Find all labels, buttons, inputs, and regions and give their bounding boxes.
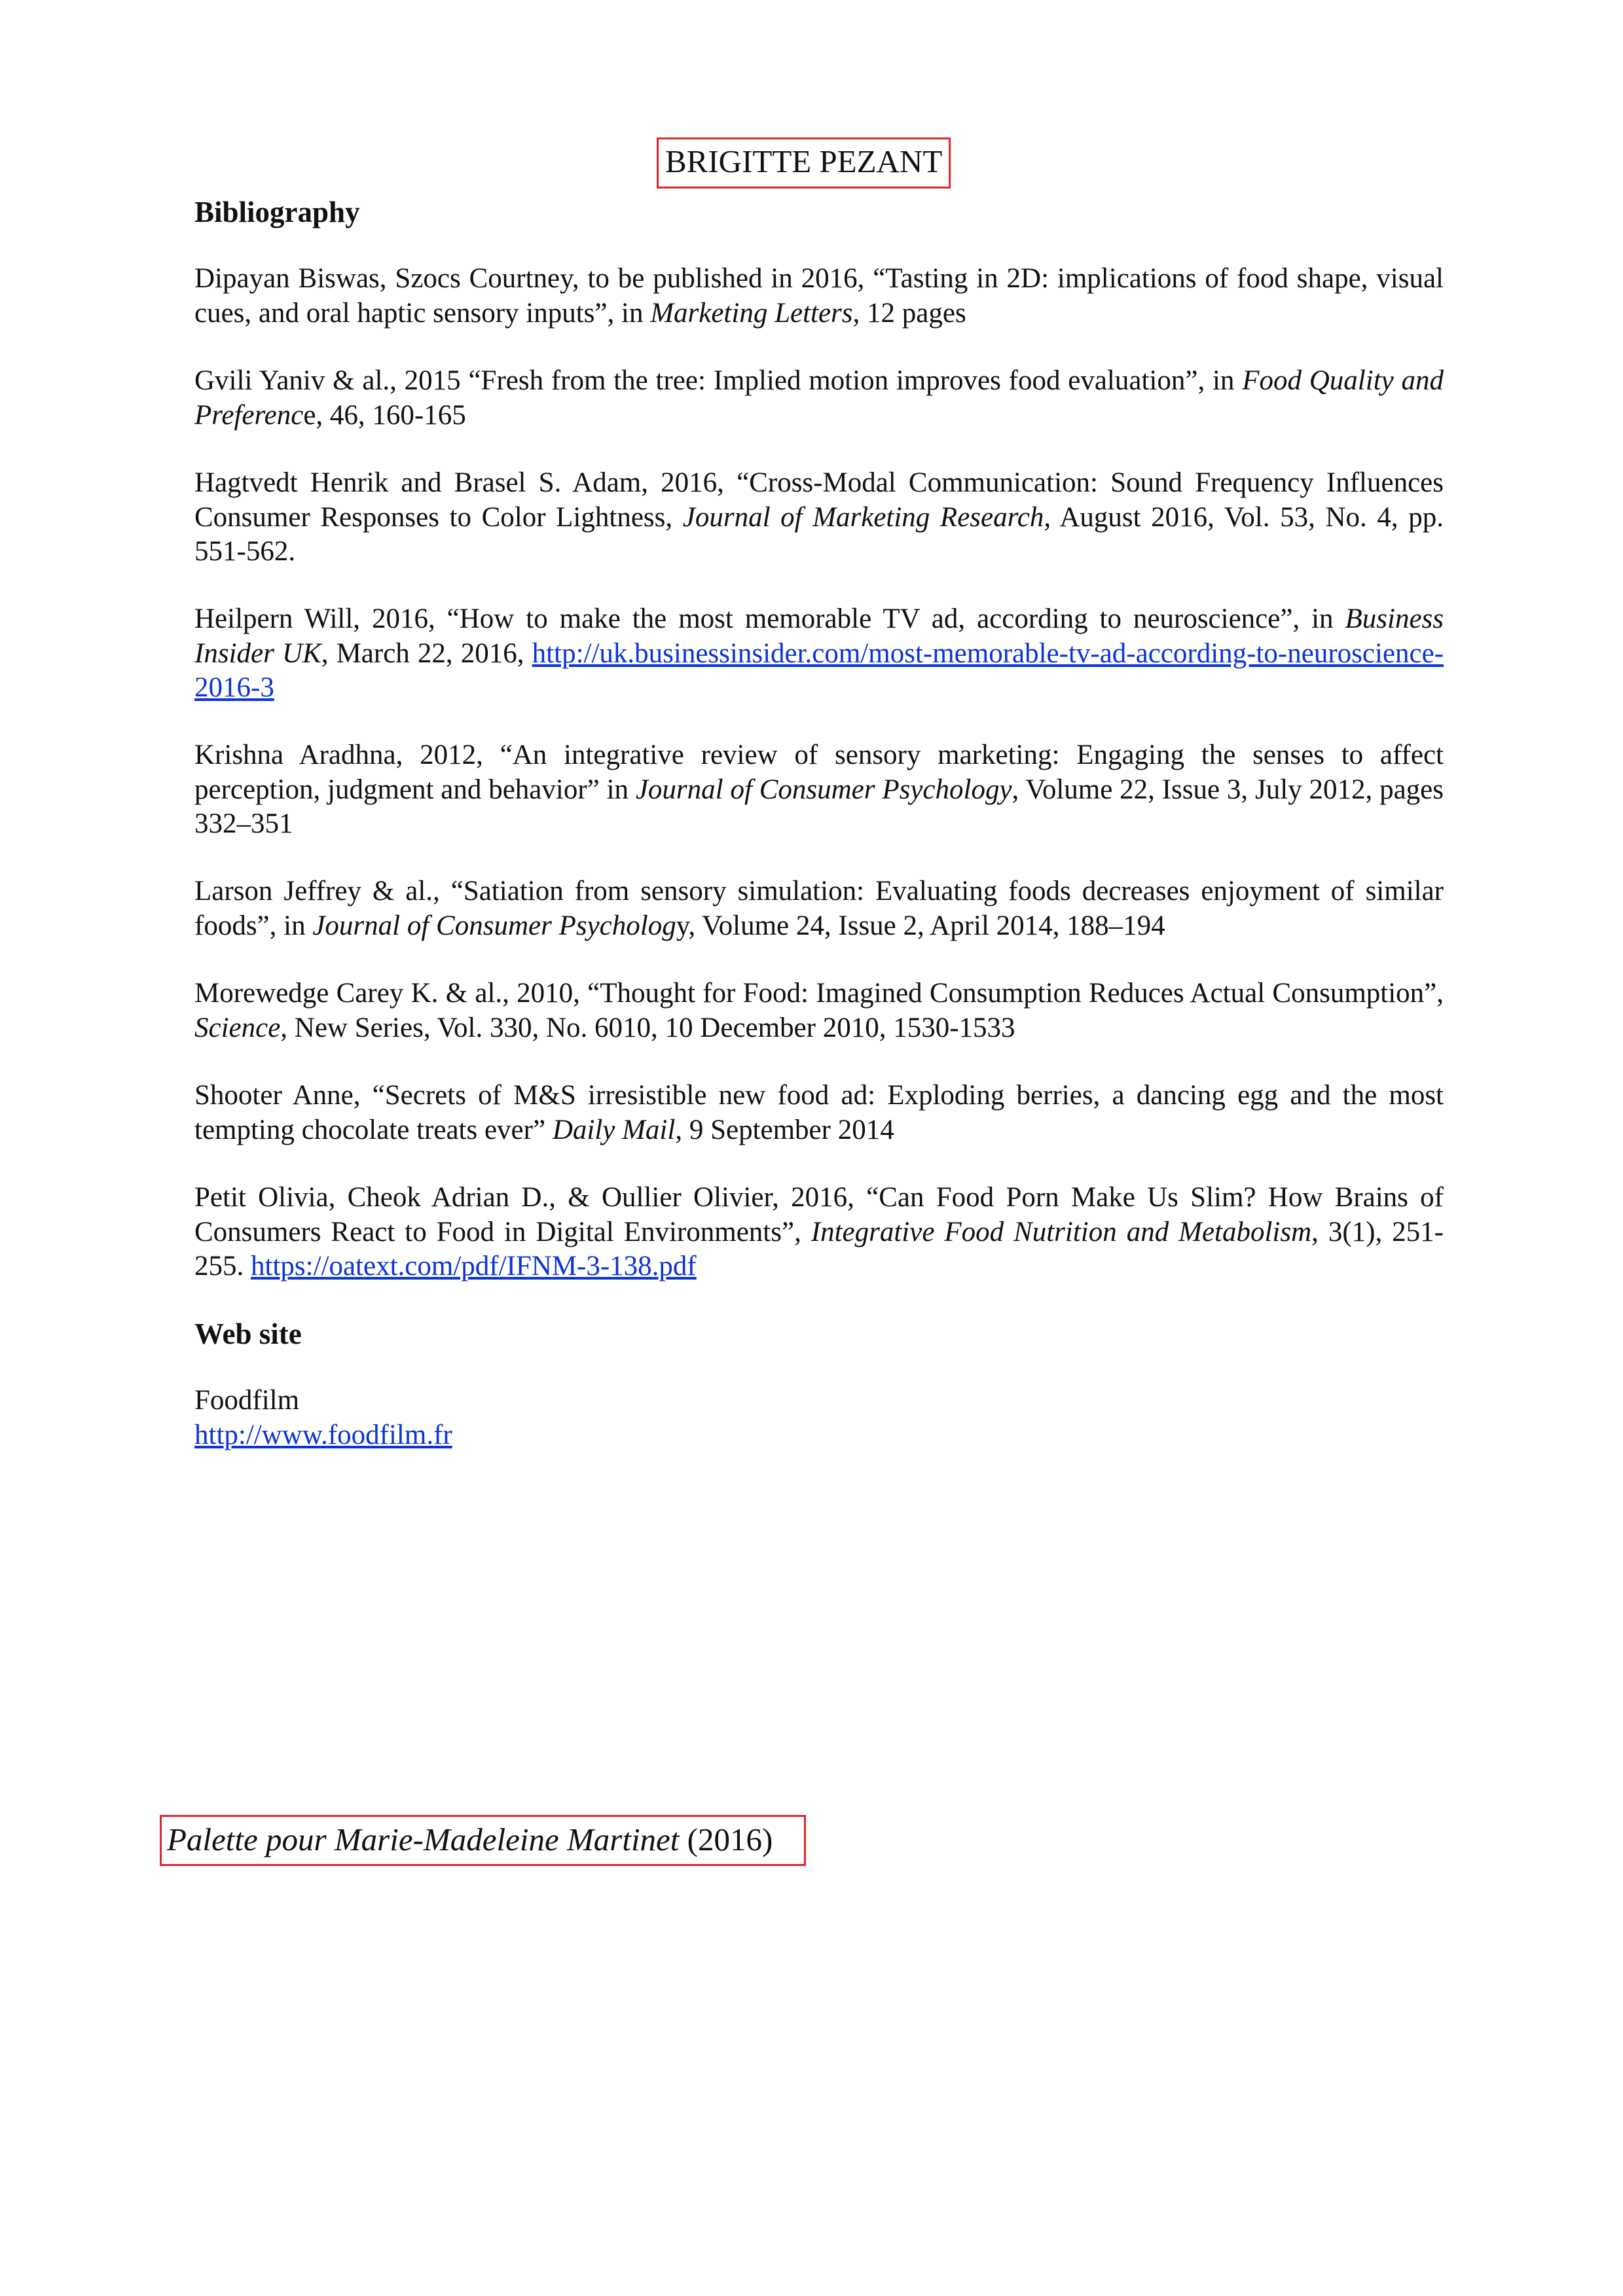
author-name: BRIGITTE PEZANT xyxy=(665,143,943,179)
website-heading: Web site xyxy=(194,1318,302,1350)
bibliography-entry-7: Morewedge Carey K. & al., 2010, “Thought for Food: Imagined Consumption Reduces Actual Consumption”, Science, New Series, Vol. 330, No. 6010, 10 December 2010, 1530-1533 xyxy=(194,978,1444,1043)
bibliography-entry-8: Shooter Anne, “Secrets of M&S irresistible new food ad: Exploding berries, a dancing egg and the most tempting chocolate treats ever” Daily Mail, 9 September 2014 xyxy=(194,1080,1444,1145)
caption-year: (2016) xyxy=(687,1821,773,1857)
bibliography-entry-4: Heilpern Will, 2016, “How to make the most memorable TV ad, according to neuroscience”, in Business Insider UK, March 22, 2016, http://uk.businessinsider.com/most-memorable-tv-ad-according-to-neuroscience-2016-3 xyxy=(194,603,1444,703)
journal-title: Journal of Consumer Psycholog xyxy=(312,910,676,941)
bibliography-entry-2: Gvili Yaniv & al., 2015 “Fresh from the tree: Implied motion improves food evaluation”, in Food Quality and Preference, 46, 160-165 xyxy=(194,365,1444,431)
journal-title: Daily Mail xyxy=(552,1114,676,1145)
caption-title: Palette pour Marie-Madeleine Martinet xyxy=(167,1821,680,1857)
journal-title: Integrative Food Nutrition and Metabolism xyxy=(811,1216,1312,1247)
bibliography-entry-1: Dipayan Biswas, Szocs Courtney, to be published in 2016, “Tasting in 2D: implications of food shape, visual cues, and oral haptic sensory inputs”, in Marketing Letters, 12 pages xyxy=(194,263,1444,329)
author-name-box xyxy=(657,137,951,188)
journal-title: Science xyxy=(194,1012,281,1043)
caption-box xyxy=(160,1815,806,1866)
journal-title: Journal of Marketing Research xyxy=(682,501,1044,533)
website-name: Foodfilm xyxy=(194,1385,300,1416)
journal-title: Food Quality and Preferenc xyxy=(194,365,1444,431)
bibliography-entry-3: Hagtvedt Henrik and Brasel S. Adam, 2016, “Cross-Modal Communication: Sound Frequency Influences Consumer Responses to Color Lightness, Journal of Marketing Research, August 2016, Vol. 53, No. 4, pp. 551-562. xyxy=(194,467,1444,567)
bibliography-heading: Bibliography xyxy=(194,196,360,228)
business-insider-link[interactable]: http://uk.businessinsider.com/most-memorable-tv-ad-according-to-neuroscience-2016-3 xyxy=(194,637,1444,703)
bibliography-entry-6: Larson Jeffrey & al., “Satiation from sensory simulation: Evaluating foods decreases enjoyment of similar foods”, in Journal of Consumer Psychology, Volume 24, Issue 2, April 2014, 188–194 xyxy=(194,876,1444,941)
journal-title: Business Insider UK xyxy=(194,603,1444,669)
journal-title: Marketing Letters xyxy=(650,297,853,329)
oatext-pdf-link[interactable]: https://oatext.com/pdf/IFNM-3-138.pdf xyxy=(251,1251,697,1282)
website-block xyxy=(194,1384,452,1452)
journal-title: Journal of Consumer Psychology xyxy=(635,774,1012,805)
bibliography-entry-5: Krishna Aradhna, 2012, “An integrative review of sensory marketing: Engaging the senses to affect perception, judgment and behavior” in Journal of Consumer Psychology, Volume 22, Issue 3, July 2012, pages 332–351 xyxy=(194,740,1444,839)
bibliography-entry-9: Petit Olivia, Cheok Adrian D., & Oullier Olivier, 2016, “Can Food Porn Make Us Slim? How Brains of Consumers React to Food in Digital Environments”, Integrative Food Nutrition and Metabolism, 3(1), 251-255. https://oatext.com/pdf/IFNM-3-138.pdf xyxy=(194,1182,1444,1282)
foodfilm-link[interactable]: http://www.foodfilm.fr xyxy=(194,1419,452,1450)
